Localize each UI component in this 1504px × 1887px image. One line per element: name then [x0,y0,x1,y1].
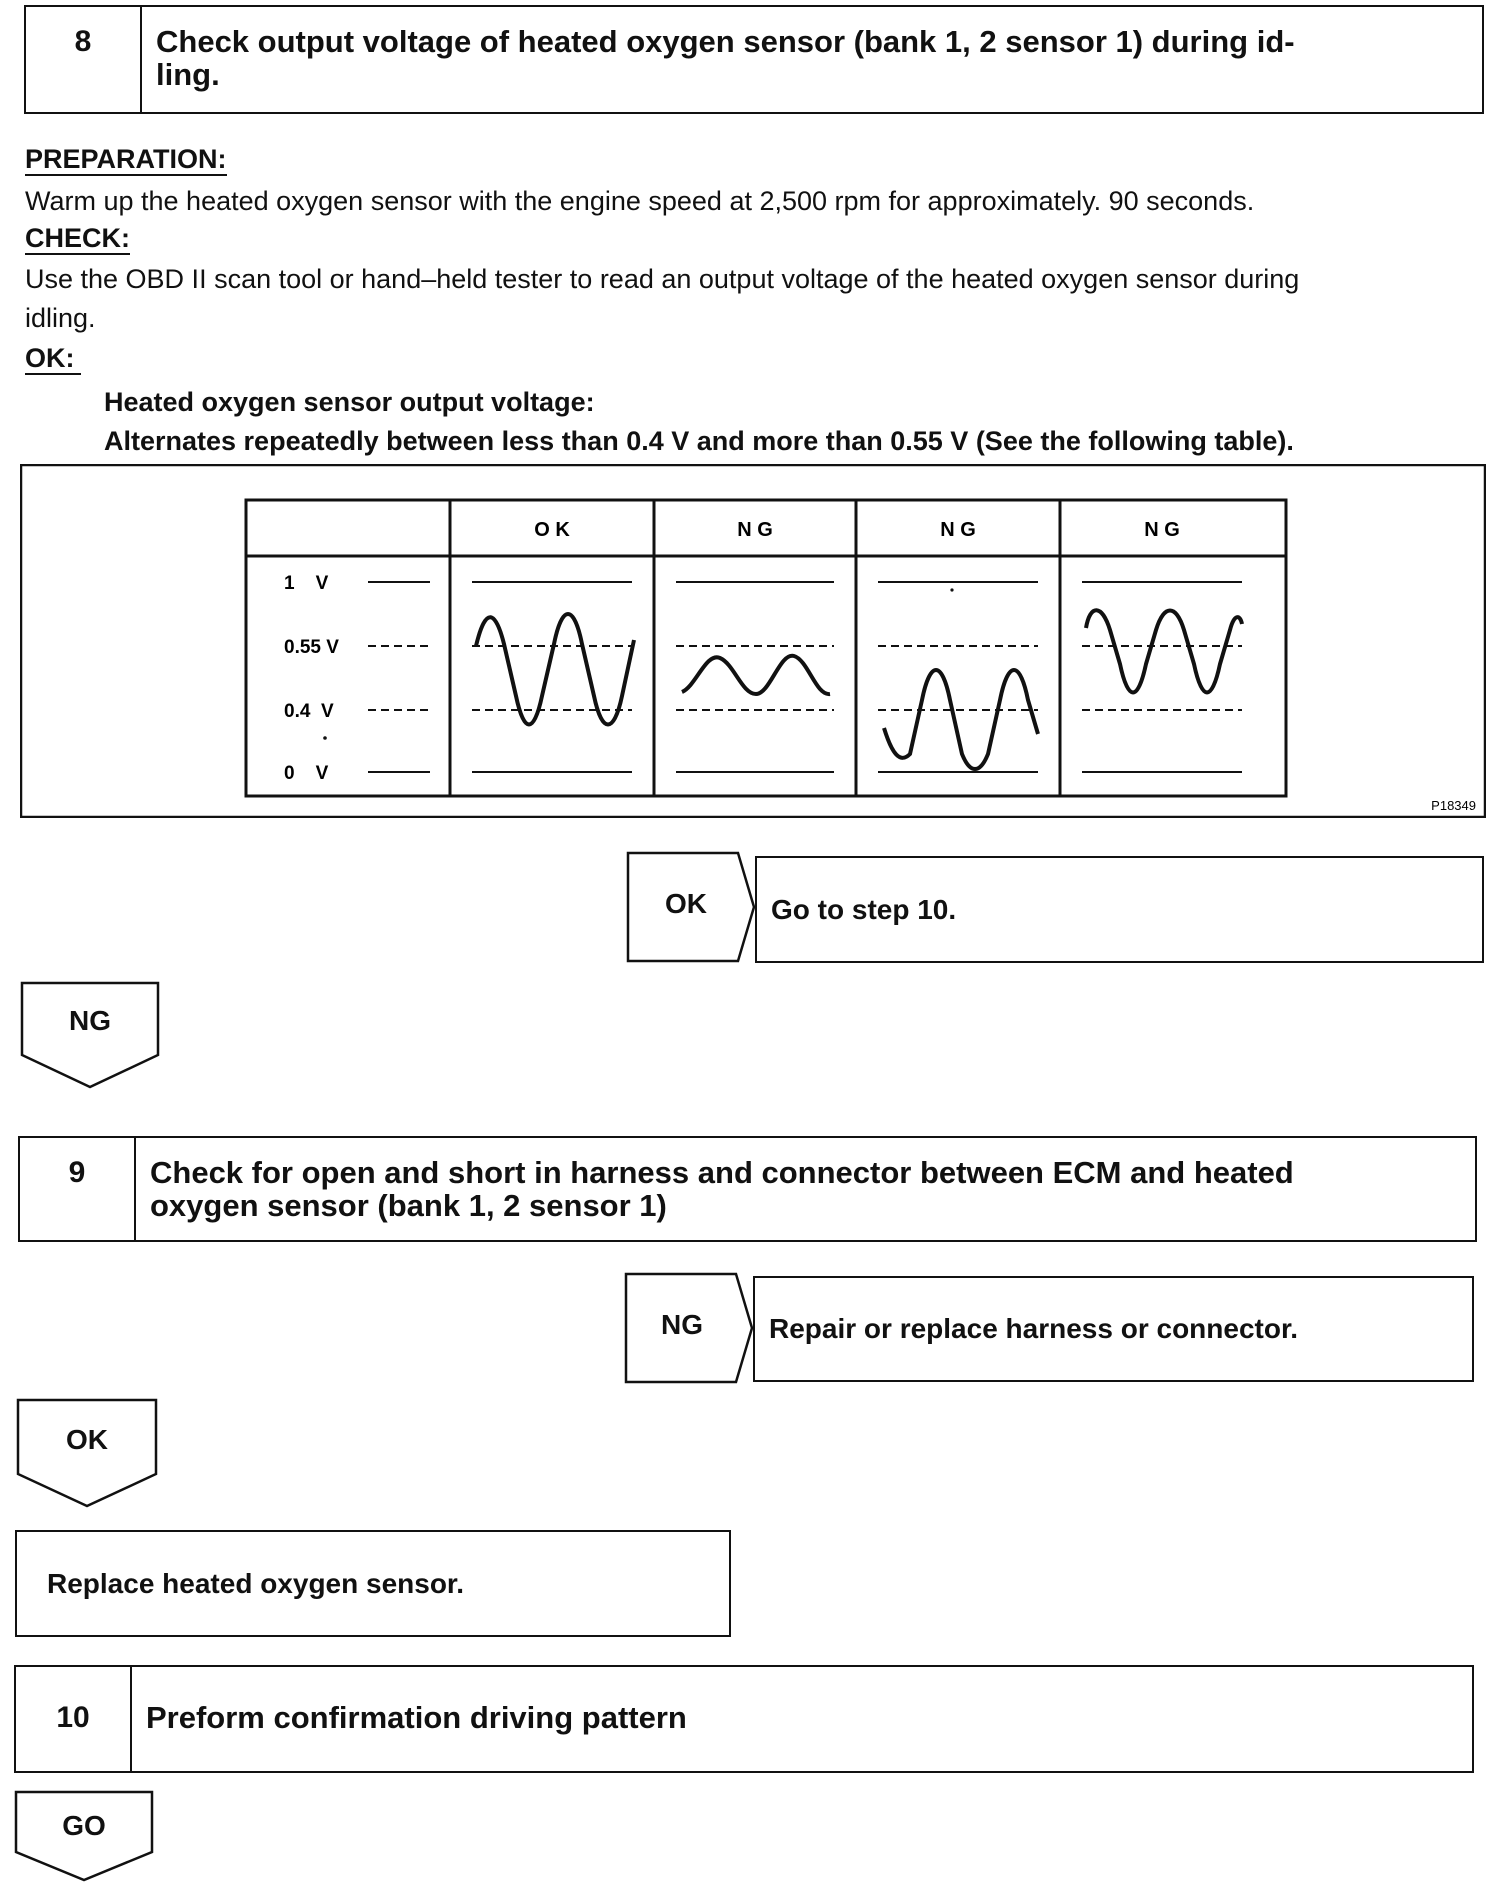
ok-criteria-line1: Heated oxygen sensor output voltage: [104,387,595,417]
ok-label: OK: [25,343,81,375]
go-down-label: GO [62,1810,106,1841]
ok-criteria-line2: Alternates repeatedly between less than 0.4 V and more than 0.55 V (See the following table). [104,426,1294,456]
ref-lines-ok [472,582,632,772]
voltage-figure [20,464,1486,818]
check-label-row [25,223,130,255]
ok-down-label: OK [66,1424,108,1455]
preparation-label-row [25,144,227,176]
waveform-ng-3 [1086,610,1242,692]
voltage-label-055v: 0.55 V [284,637,339,658]
replace-sensor-text: Replace heated oxygen sensor. [47,1567,465,1599]
header-cell-ng: N G [1144,519,1180,541]
voltage-figure-svg [20,464,1486,818]
step-9-title-line1: Check for open and short in harness and connector between ECM and heated [150,1155,1294,1190]
dot-mark [950,588,953,591]
go-down-arrow [14,1790,154,1882]
step-title [142,7,1309,112]
figure-border [21,465,1485,817]
header-cell-ng: N G [737,519,773,541]
repair-harness-text: Repair or replace harness or connector. [769,1313,1299,1344]
step-10-title-text: Preform confirmation driving pattern [146,1700,687,1735]
repair-harness-box [753,1276,1474,1382]
voltage-label-1v: 1 V [284,573,329,594]
preparation-label: PREPARATION: [25,144,227,174]
ng-down-label: NG [69,1005,111,1036]
voltage-label-0v: 0 V [284,763,329,784]
go-to-step-10-text: Go to step 10. [771,893,957,925]
step-9-title-line2: oxygen sensor (bank 1, 2 sensor 1) [150,1188,667,1223]
check-text-line1: Use the OBD II scan tool or hand–held tester to read an output voltage of the heated oxygen sensor during [25,264,1300,294]
step-title [136,1138,1308,1240]
waveform-ng-2 [884,670,1038,769]
step-number: 9 [20,1138,136,1240]
ok-label-row [25,343,81,375]
check-text-line2: idling. [25,303,96,333]
replace-sensor-box [15,1530,731,1637]
figure-code: P18349 [1431,798,1476,813]
check-label: CHECK: [25,223,130,253]
preparation-text: Warm up the heated oxygen sensor with the engine speed at 2,500 rpm for approximately. 90 seconds. [25,186,1255,216]
dot-mark [323,736,327,740]
step-title [132,1667,701,1771]
header-cell-ok: O K [534,519,570,541]
step-title-text: Check output voltage of heated oxygen sensor (bank 1, 2 sensor 1) during id- ling. [156,24,1295,92]
step-number: 8 [26,7,142,112]
header-cell-ng: N G [940,519,976,541]
voltage-label-04v: 0.4 V [284,701,334,722]
step-10-box [14,1665,1474,1773]
wave-table-border [246,500,1286,796]
waveform-ng-1 [682,656,830,694]
go-to-step-10-box [755,856,1484,963]
ok-down-arrow [16,1398,158,1508]
step-9-box [18,1136,1477,1242]
step-number: 10 [16,1667,132,1771]
ng-down-arrow [20,981,160,1089]
step-8-box [24,5,1484,114]
ok-arrow-label: OK [665,888,707,919]
waveform-ok [476,614,634,725]
ng-arrow-label: NG [661,1309,703,1340]
